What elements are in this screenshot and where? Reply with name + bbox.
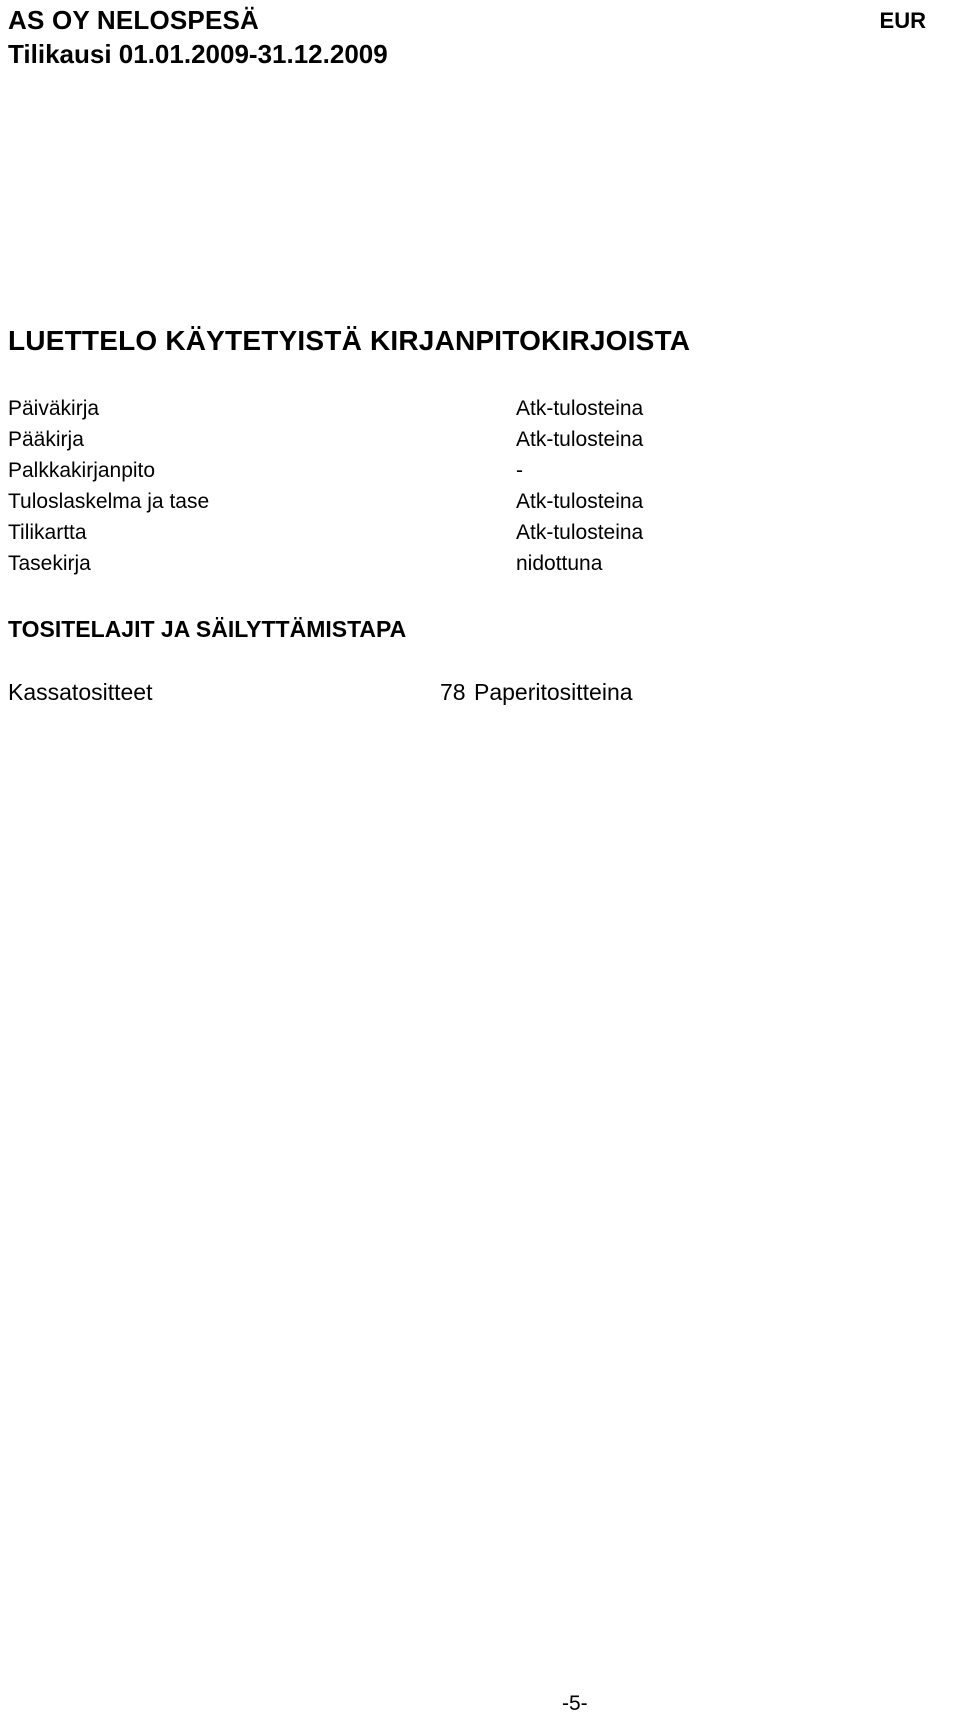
book-storage-method: nidottuna — [516, 552, 603, 575]
book-storage-method: Atk-tulosteina — [516, 397, 644, 420]
currency-label: EUR — [879, 8, 926, 33]
page-number: -5- — [562, 1692, 588, 1715]
book-storage-method: Atk-tulosteina — [516, 490, 644, 513]
book-row — [8, 393, 768, 424]
fiscal-period: Tilikausi 01.01.2009-31.12.2009 — [8, 39, 388, 69]
book-storage-method: Atk-tulosteina — [516, 521, 644, 544]
book-name: Palkkakirjanpito — [8, 459, 156, 482]
company-name: AS OY NELOSPESÄ — [8, 5, 260, 35]
book-row — [8, 517, 768, 548]
book-row — [8, 486, 768, 517]
books-section-title: LUETTELO KÄYTETYISTÄ KIRJANPITOKIRJOISTA — [8, 325, 691, 356]
book-name: Päiväkirja — [8, 397, 100, 420]
book-name: Tasekirja — [8, 552, 91, 575]
book-storage-method: - — [516, 459, 523, 482]
voucher-count: 78 — [440, 679, 466, 705]
book-name: Tilikartta — [8, 521, 87, 544]
book-name: Tuloslaskelma ja tase — [8, 490, 210, 513]
book-row — [8, 548, 768, 579]
vouchers-section-title: TOSITELAJIT JA SÄILYTTÄMISTAPA — [8, 616, 407, 642]
book-storage-method: Atk-tulosteina — [516, 428, 644, 451]
book-row — [8, 424, 768, 455]
voucher-type-name: Kassatositteet — [8, 679, 153, 705]
voucher-storage-method: Paperitositteina — [474, 679, 633, 705]
voucher-row — [8, 676, 768, 708]
book-name: Pääkirja — [8, 428, 84, 451]
books-list — [8, 393, 768, 579]
book-row — [8, 455, 768, 486]
